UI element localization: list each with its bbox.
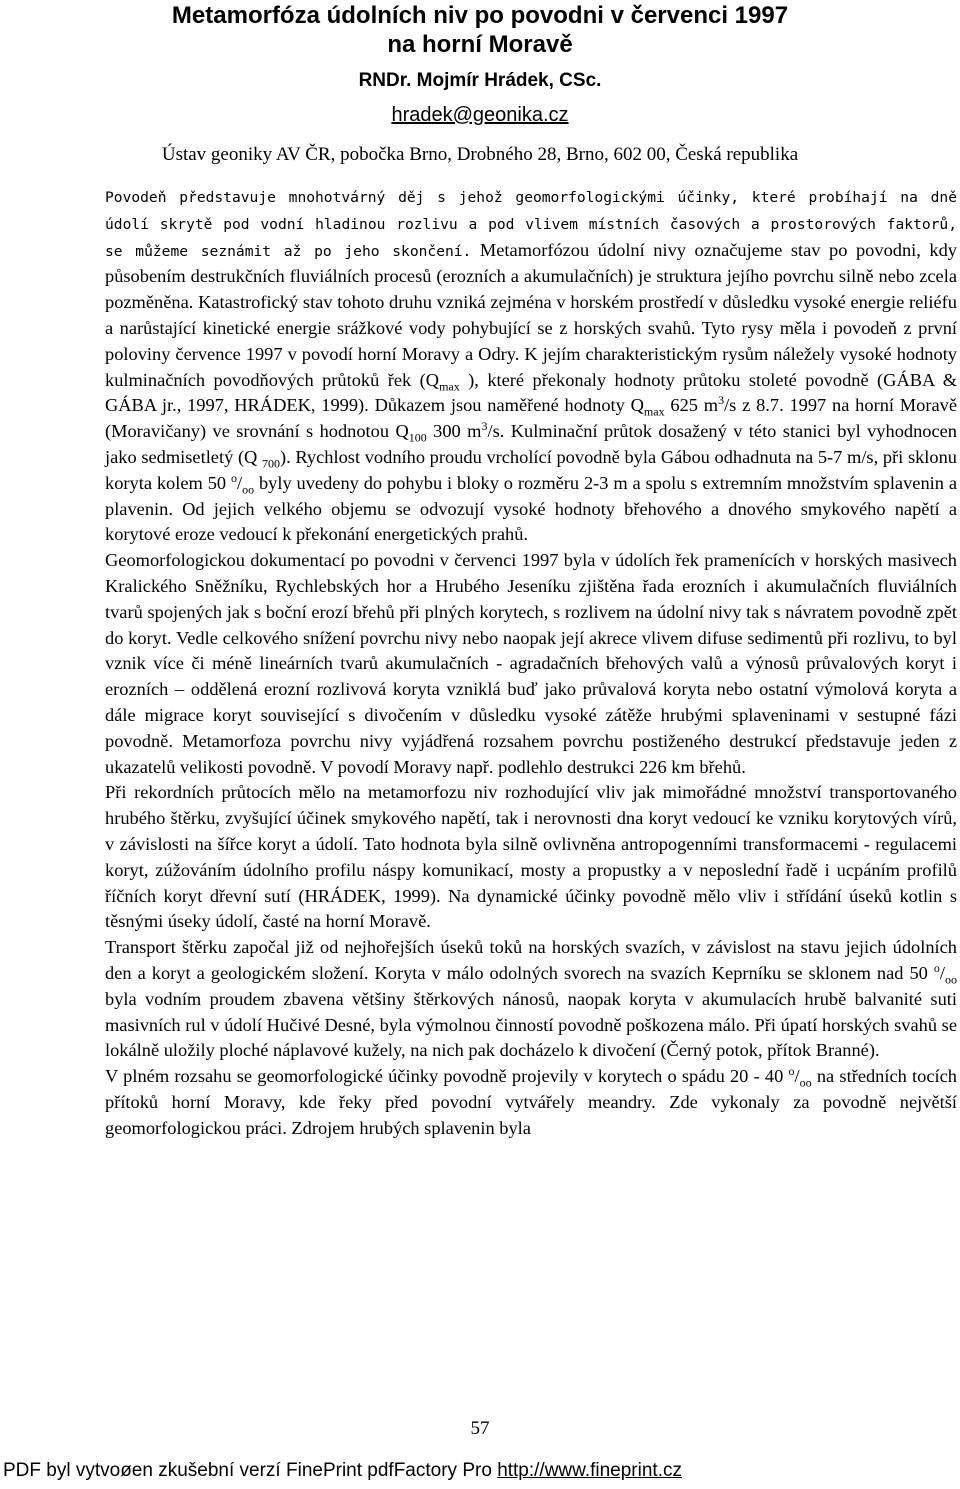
institution: Ústav geoniky AV ČR, pobočka Brno, Drobného 28, Brno, 602 00, Česká republika	[161, 144, 799, 165]
email-line	[0, 104, 960, 127]
title-line-1: Metamorfóza údolních niv po povodni v červenci 1997	[171, 2, 789, 29]
text-run: Při rekordních průtocích mělo na metamorfozu niv rozhodující vliv jak mimořádné množství transportovaného hrubého štěrku, zvyšující účinek smykového napětí, tak i nerovnosti dna koryt vedoucí ke vzniku korytových vírů, v závislosti na šířce koryt a údolí. Tato hodnota byla silně ovlivněna antropogenními transformacemi - regulacemi koryt, zúžováním údolního profilu náspy komunikací, mosty a propustky a v neposlední řadě i ucpáním profilů říčních koryt dřevní sutí (HRÁDEK, 1999). Na dynamické účinky povodně mělo vliv i střídání úseků kotlin s těsnými úseky údolí, časté na horní Moravě.	[105, 782, 957, 932]
paragraph	[105, 780, 957, 935]
text-run: oo	[799, 1075, 812, 1090]
text-run: ). Rychlost vodního proudu vrcholící povodně byla Gábou odhadnuta na 5-7 m/s, při sklonu koryta kolem 50	[105, 446, 957, 493]
title-line-2: na horní Moravě	[387, 31, 573, 58]
footer	[3, 1460, 682, 1482]
text-run: Transport štěrku započal již od nejhořejších úseků toků na horských svazích, v závislost na stavu jejich údolních den a koryt a geologickém složení. Koryta v málo odolných svorech na svazích Keprníku se sklonem nad 50	[105, 937, 957, 983]
text-run: /	[236, 472, 243, 493]
text-run: Metamorfózou údolní nivy označujeme stav po povodni, kdy působením destrukčních fluviálních procesů (erozních a akumulačních) je struktura jejího povrchu silně nebo zcela pozměněna. Katastrofický stav tohoto druhu vzniká zejména v horském prostředí v důsledku vysoké energie reliéfu a narůstající kinetické energie srážkové vody pohybující se z horských svahů. Tyto rysy měla i povodeň z první poloviny července 1997 v povodí horní Moravy a Odry. K jejím charakteristickým rysům náležely vysoké hodnoty kulminačních povodňových průtoků řek (Q	[105, 239, 957, 390]
text-run: o	[788, 1063, 795, 1078]
text-run: 300 m	[426, 421, 482, 442]
text-run: oo	[242, 482, 255, 497]
text-run: 625 m	[664, 395, 719, 416]
text-run: /	[939, 962, 945, 983]
text-run: o	[230, 470, 237, 485]
body-text	[105, 184, 957, 1141]
footer-text: PDF byl vytvoøen zkušební verzí FinePrint pdfFactory Pro	[3, 1460, 498, 1481]
text-run: 3	[481, 419, 488, 434]
author: RNDr. Mojmír Hrádek, CSc.	[358, 70, 602, 91]
text-run: byly uvedeny do pohybu i bloky o rozměru 2-3 m a spolu s extremním množstvím splavenin a plavenin. Od jejich velkého objemu se odvozují vysoké hodnoty břehového a dnového smykového napětí a korytové eroze vedoucí k překonání energetických prahů.	[105, 472, 957, 545]
text-run: max	[643, 405, 665, 420]
text-run: V plném rozsahu se geomorfologické účinky povodně projevily v korytech o spádu 20 - 40	[105, 1066, 789, 1087]
text-run: 100	[408, 430, 427, 445]
text-run: 700	[262, 456, 281, 471]
text-run: Povodeň představuje mnohotvárný děj s jehož geomorfologickými účinky, které probíhají na dně údolí skrytě pod vodní hladinou rozlivu a pod vlivem místních časových a prostorových faktorů, se můžeme seznámit až po jeho skončení.	[105, 189, 957, 260]
text-run: o	[933, 960, 940, 975]
paragraph	[105, 184, 957, 548]
page-number: 57	[470, 1418, 490, 1439]
text-run: /s. Kulminační průtok dosažený v této stanici byl vyhodnocen jako sedmisetletý (Q	[105, 421, 957, 467]
text-run: max	[439, 379, 460, 394]
paragraph	[105, 935, 957, 1064]
text-run: oo	[945, 972, 957, 987]
text-run: byla vodním proudem zbavena většiny štěrkových nánosů, naopak koryta v akumulacích hrubě balvanité suti masivních rul v údolí Hučivé Desné, byla výmolnou činností povodně poškozena málo. Při úpatí horských svahů se lokálně uložily ploché náplavové kužely, na nich pak docházelo k divočení (Černý potok, přítok Branné).	[105, 988, 957, 1061]
email-link[interactable]: hradek@geonika.cz	[391, 104, 569, 126]
text-run: ), které překonaly hodnoty průtoku stoleté povodně (GÁBA & GÁBA jr., 1997, HRÁDEK, 1999). Důkazem jsou naměřené hodnoty Q	[105, 369, 958, 416]
text-run: 3	[718, 393, 725, 408]
footer-link[interactable]: http://www.fineprint.cz	[497, 1460, 682, 1481]
paragraph	[105, 1064, 957, 1141]
text-run: /s z 8.7. 1997 na horní Moravě (Moravičany) ve srovnání s hodnotou Q	[105, 395, 957, 442]
text-run: na středních tocích přítoků horní Moravy, kde řeky před povodní vytvářely meandry. Zde vykonaly za povodně největší geomorfologickou práci. Zdrojem hrubých splavenin byla	[105, 1066, 957, 1138]
paragraph	[105, 548, 957, 780]
text-run: /	[794, 1066, 800, 1087]
text-run: Geomorfologickou dokumentací po povodni v červenci 1997 byla v údolích řek pramenících v horských masivech Kralického Sněžníku, Rychlebských hor a Hrubého Jeseníku zjištěna řada erozních i akumulačních fluviálních tvarů spojených jak s boční erozí břehů při plných korytech, s rozlivem na údolní nivy tak s návratem povodně zpět do koryt. Vedle celkového snížení povrchu nivy nebo naopak její akrece vlivem difuse sedimentů při rozlivu, to byl vznik více či méně lineárních tvarů akumulačních - agradačních břehových valů a výnosů průvalových koryt i erozních – oddělená erozní rozlivová koryta vzniklá buď jako průvalová koryta nebo ostatní výmolová koryta a dále migrace koryt související s divočením v důsledku vysoké zátěže hrubými splaveninami v sestupné fázi povodně. Metamorfoza povrchu nivy vyjádřená rozsahem povrchu postiženého destrukcí představuje jeden z ukazatelů velikosti povodně. V povodí Moravy např. podlehlo destrukci 226 km břehů.	[105, 550, 957, 777]
